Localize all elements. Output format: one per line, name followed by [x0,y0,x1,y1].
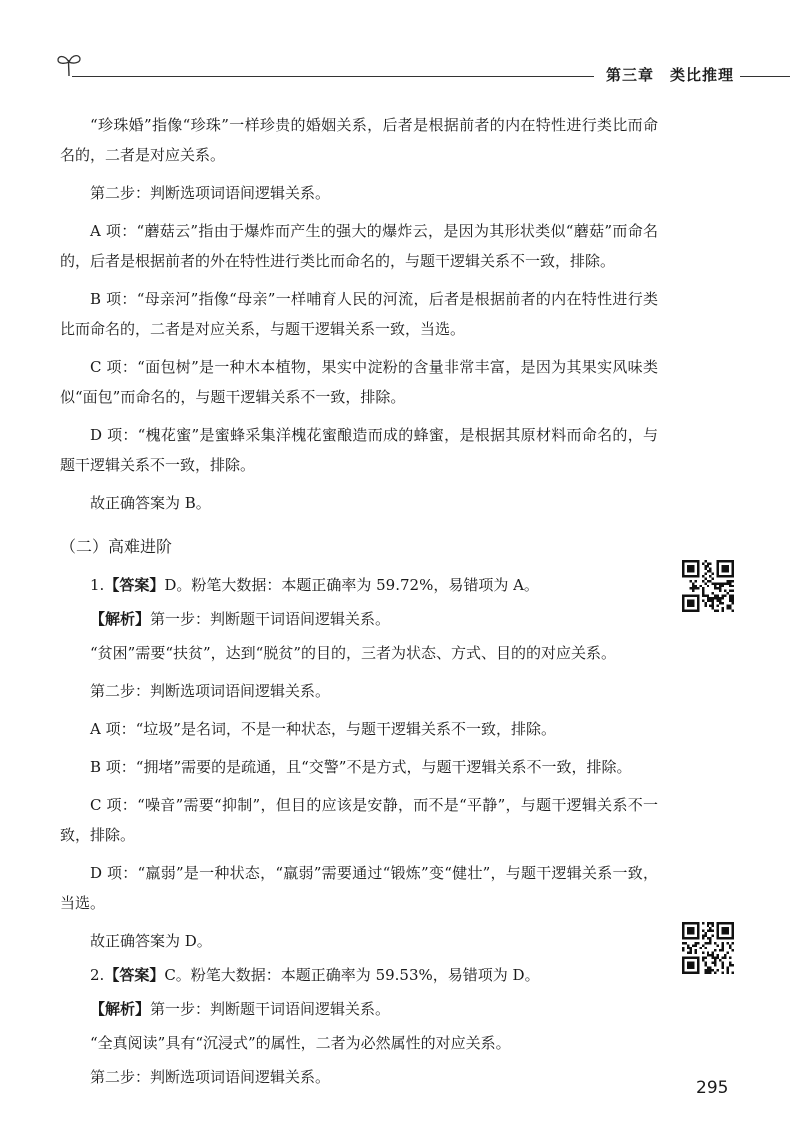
chapter-number: 第三章 [606,66,655,84]
sprout-icon [56,50,82,78]
paragraph: B 项：“母亲河”指像“母亲”一样哺育人民的河流，后者是根据前者的内在特性进行类比而命名的，二者是对应关系，与题干逻辑关系一致，当选。 [60,290,658,338]
paragraph: D 项：“羸弱”是一种状态，“羸弱”需要通过“锻炼”变“健壮”，与题干逻辑关系一致，当选。 [60,864,658,912]
chapter-title: 类比推理 [670,66,735,84]
page-number: 295 [696,1078,729,1098]
analysis-tag: 【解析】 [90,1000,151,1018]
paragraph: 故正确答案为 B。 [90,494,211,512]
answer-tag: 【答案】 [104,576,165,594]
q1-answer-line [60,570,658,600]
analysis-text: 第一步：判断题干词语间逻辑关系。 [150,1000,391,1018]
question-number: 1. [90,576,105,594]
paragraph: 第二步：判断选项词语间逻辑关系。 [90,682,331,700]
answer-tag: 【答案】 [104,966,165,984]
header-rule-left [72,76,594,77]
qr-code-icon [682,922,734,974]
paragraph: “珍珠婚”指像“珍珠”一样珍贵的婚姻关系，后者是根据前者的内在特性进行类比而命名的，二者是对应关系。 [60,116,658,164]
page-body [60,110,658,1096]
q2-answer-line [60,960,658,990]
q1-analysis-line [60,604,658,634]
paragraph: 第二步：判断选项词语间逻辑关系。 [90,1068,331,1086]
paragraph: 故正确答案为 D。 [90,932,212,950]
answer-text: D。粉笔大数据：本题正确率为 59.72%，易错项为 A。 [164,576,539,594]
paragraph: A 项：“垃圾”是名词，不是一种状态，与题干逻辑关系不一致，排除。 [90,720,556,738]
qr-code-icon [682,560,734,612]
answer-text: C。粉笔大数据：本题正确率为 59.53%，易错项为 D。 [164,966,540,984]
chapter-heading [606,64,734,85]
paragraph: A 项：“蘑菇云”指由于爆炸而产生的强大的爆炸云，是因为其形状类似“蘑菇”而命名的，后者是根据前者的外在特性进行类比而命名的，与题干逻辑关系不一致，排除。 [60,222,658,270]
paragraph: “全真阅读”具有“沉浸式”的属性，二者为必然属性的对应关系。 [90,1034,511,1052]
paragraph: B 项：“拥堵”需要的是疏通，且“交警”不是方式，与题干逻辑关系不一致，排除。 [90,758,632,776]
paragraph: “贫困”需要“扶贫”，达到“脱贫”的目的，三者为状态、方式、目的的对应关系。 [90,644,617,662]
question-number: 2. [90,966,105,984]
q2-analysis-line [60,994,658,1024]
analysis-tag: 【解析】 [90,610,151,628]
paragraph: D 项：“槐花蜜”是蜜蜂采集洋槐花蜜酿造而成的蜂蜜，是根据其原材料而命名的，与题干逻辑关系不一致，排除。 [60,426,658,474]
page-header [0,0,800,100]
paragraph: 第二步：判断选项词语间逻辑关系。 [90,184,331,202]
section-title: （二）高难进阶 [60,537,173,556]
paragraph: C 项：“面包树”是一种木本植物，果实中淀粉的含量非常丰富，是因为其果实风味类似“面包”而命名的，与题干逻辑关系不一致，排除。 [60,358,658,406]
analysis-text: 第一步：判断题干词语间逻辑关系。 [150,610,391,628]
paragraph: C 项：“噪音”需要“抑制”，但目的应该是安静，而不是“平静”，与题干逻辑关系不一致，排除。 [60,796,658,844]
header-rule-right [740,76,790,77]
